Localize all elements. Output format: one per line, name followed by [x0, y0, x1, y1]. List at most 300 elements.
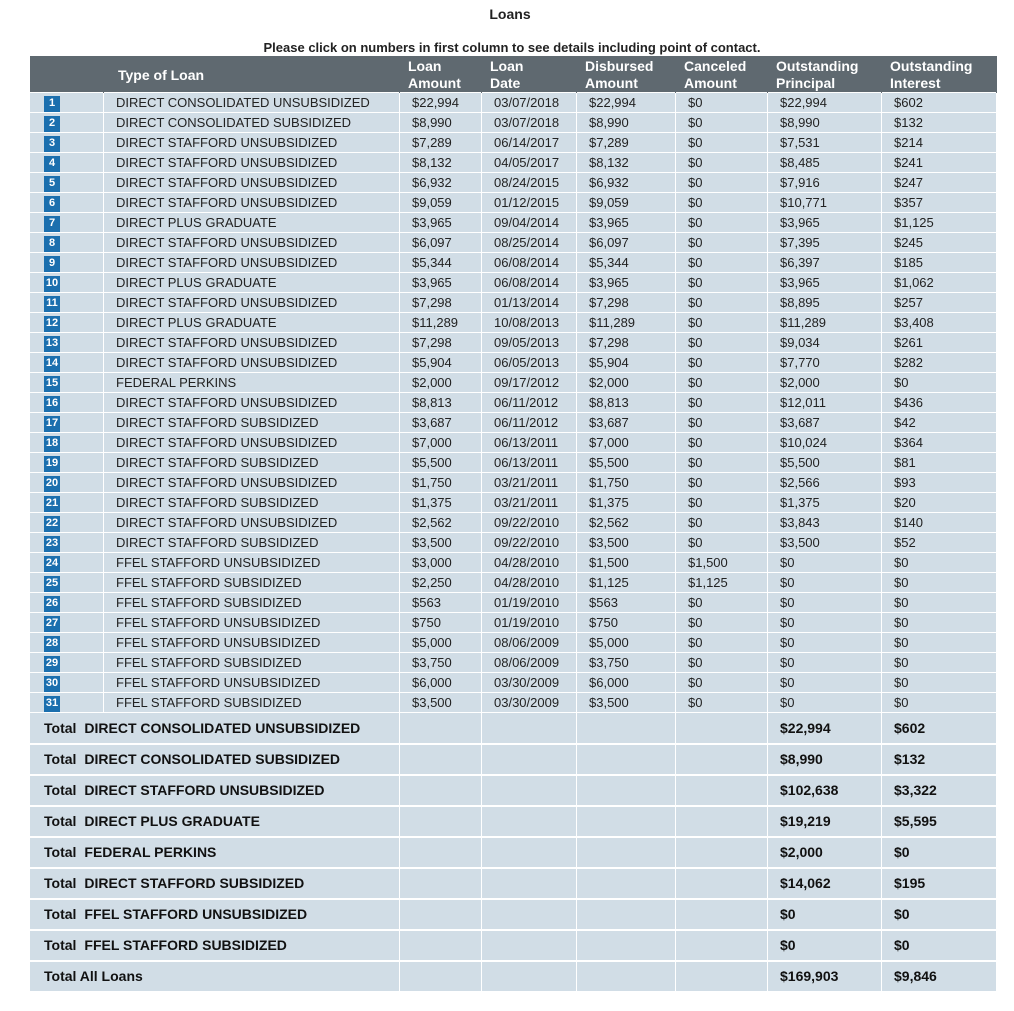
loan-amount: $8,813	[400, 393, 482, 413]
loan-detail-link[interactable]: 18	[44, 436, 60, 452]
disbursed-amount: $1,750	[577, 473, 676, 493]
loan-index-cell	[30, 673, 104, 693]
loan-detail-link[interactable]: 14	[44, 356, 60, 372]
outstanding-principal: $3,687	[768, 413, 882, 433]
outstanding-principal: $0	[768, 553, 882, 573]
loan-detail-link[interactable]: 3	[44, 136, 60, 152]
loan-date: 01/19/2010	[482, 613, 577, 633]
canceled-amount: $0	[676, 273, 768, 293]
outstanding-interest: $257	[882, 293, 997, 313]
total-principal: $14,062	[768, 868, 882, 899]
canceled-amount: $0	[676, 133, 768, 153]
loan-detail-link[interactable]: 11	[44, 296, 60, 312]
outstanding-interest: $42	[882, 413, 997, 433]
outstanding-interest: $0	[882, 593, 997, 613]
loan-date: 09/04/2014	[482, 213, 577, 233]
loan-date: 06/13/2011	[482, 453, 577, 473]
table-row	[30, 633, 997, 653]
loan-detail-link[interactable]: 9	[44, 256, 60, 272]
empty-cell	[676, 713, 768, 744]
empty-cell	[577, 930, 676, 961]
disbursed-amount: $3,687	[577, 413, 676, 433]
total-interest: $132	[882, 744, 997, 775]
table-row	[30, 253, 997, 273]
loan-type: DIRECT STAFFORD UNSUBSIDIZED	[104, 433, 400, 453]
disbursed-amount: $3,500	[577, 533, 676, 553]
canceled-amount: $1,500	[676, 553, 768, 573]
outstanding-principal: $8,895	[768, 293, 882, 313]
outstanding-principal: $3,965	[768, 273, 882, 293]
loan-detail-link[interactable]: 24	[44, 556, 60, 572]
outstanding-interest: $140	[882, 513, 997, 533]
empty-cell	[400, 806, 482, 837]
loan-date: 09/22/2010	[482, 533, 577, 553]
loan-detail-link[interactable]: 2	[44, 116, 60, 132]
loan-type: DIRECT CONSOLIDATED UNSUBSIDIZED	[104, 93, 400, 113]
total-keyword: Total	[44, 906, 77, 922]
total-row	[30, 806, 997, 837]
empty-cell	[577, 806, 676, 837]
outstanding-interest: $357	[882, 193, 997, 213]
total-rows	[30, 713, 997, 992]
outstanding-principal: $7,531	[768, 133, 882, 153]
table-row	[30, 493, 997, 513]
header-disbursed-amount: Disbursed Amount	[577, 56, 676, 93]
disbursed-amount: $5,500	[577, 453, 676, 473]
loan-type: FFEL STAFFORD UNSUBSIDIZED	[104, 613, 400, 633]
total-principal: $19,219	[768, 806, 882, 837]
disbursed-amount: $6,097	[577, 233, 676, 253]
outstanding-interest: $214	[882, 133, 997, 153]
outstanding-interest: $185	[882, 253, 997, 273]
loan-detail-link[interactable]: 17	[44, 416, 60, 432]
total-label	[30, 868, 400, 899]
canceled-amount: $0	[676, 673, 768, 693]
disbursed-amount: $1,500	[577, 553, 676, 573]
outstanding-principal: $10,024	[768, 433, 882, 453]
loan-index-cell	[30, 293, 104, 313]
empty-cell	[400, 837, 482, 868]
total-keyword: Total	[44, 875, 77, 891]
total-loan-type: DIRECT CONSOLIDATED SUBSIDIZED	[84, 751, 341, 767]
outstanding-interest: $0	[882, 653, 997, 673]
loan-detail-link[interactable]: 10	[44, 276, 60, 292]
loan-date: 06/13/2011	[482, 433, 577, 453]
outstanding-principal: $0	[768, 673, 882, 693]
loan-index-cell	[30, 373, 104, 393]
disbursed-amount: $7,289	[577, 133, 676, 153]
loan-date: 08/24/2015	[482, 173, 577, 193]
table-row	[30, 113, 997, 133]
loan-type: DIRECT STAFFORD SUBSIDIZED	[104, 453, 400, 473]
loan-date: 04/28/2010	[482, 553, 577, 573]
loan-date: 04/28/2010	[482, 573, 577, 593]
canceled-amount: $0	[676, 193, 768, 213]
canceled-amount: $0	[676, 353, 768, 373]
disbursed-amount: $5,344	[577, 253, 676, 273]
loan-index-cell	[30, 273, 104, 293]
loan-index-cell	[30, 553, 104, 573]
header-canceled-amount: Canceled Amount	[676, 56, 768, 93]
total-row	[30, 899, 997, 930]
table-row	[30, 353, 997, 373]
table-row	[30, 473, 997, 493]
total-keyword: Total	[44, 937, 77, 953]
canceled-amount: $0	[676, 313, 768, 333]
loan-type: DIRECT STAFFORD UNSUBSIDIZED	[104, 393, 400, 413]
loan-detail-link[interactable]: 4	[44, 156, 60, 172]
outstanding-principal: $2,000	[768, 373, 882, 393]
empty-cell	[482, 806, 577, 837]
outstanding-interest: $1,062	[882, 273, 997, 293]
loan-index-cell	[30, 433, 104, 453]
empty-cell	[676, 961, 768, 992]
loan-detail-link[interactable]: 5	[44, 176, 60, 192]
total-principal: $2,000	[768, 837, 882, 868]
loan-index-cell	[30, 693, 104, 713]
total-loan-type: DIRECT STAFFORD UNSUBSIDIZED	[84, 782, 325, 798]
instructions-text: Please click on numbers in first column to see details including point of contact.	[263, 40, 761, 55]
empty-cell	[577, 868, 676, 899]
loan-amount: $6,097	[400, 233, 482, 253]
empty-cell	[577, 713, 676, 744]
outstanding-interest: $261	[882, 333, 997, 353]
canceled-amount: $0	[676, 93, 768, 113]
table-row	[30, 673, 997, 693]
loan-detail-link[interactable]: 16	[44, 396, 60, 412]
outstanding-principal: $3,965	[768, 213, 882, 233]
header-outstanding-principal: Outstanding Principal	[768, 56, 882, 93]
loan-amount: $1,375	[400, 493, 482, 513]
loan-index-cell	[30, 613, 104, 633]
header-outstanding-interest: Outstanding Interest	[882, 56, 997, 93]
outstanding-principal: $7,916	[768, 173, 882, 193]
disbursed-amount: $9,059	[577, 193, 676, 213]
loan-date: 09/22/2010	[482, 513, 577, 533]
loan-detail-link[interactable]: 23	[44, 536, 60, 552]
loan-index-cell	[30, 253, 104, 273]
loan-detail-link[interactable]: 31	[44, 696, 60, 712]
loan-amount: $11,289	[400, 313, 482, 333]
loan-type: DIRECT STAFFORD UNSUBSIDIZED	[104, 353, 400, 373]
loan-index-cell	[30, 193, 104, 213]
outstanding-principal: $3,843	[768, 513, 882, 533]
loan-detail-link[interactable]: 20	[44, 476, 60, 492]
empty-cell	[482, 744, 577, 775]
empty-cell	[400, 775, 482, 806]
outstanding-interest: $20	[882, 493, 997, 513]
loan-amount: $3,500	[400, 533, 482, 553]
outstanding-interest: $0	[882, 633, 997, 653]
loan-amount: $3,500	[400, 693, 482, 713]
canceled-amount: $0	[676, 453, 768, 473]
outstanding-interest: $241	[882, 153, 997, 173]
loan-amount: $1,750	[400, 473, 482, 493]
loans-table	[29, 56, 997, 993]
grand-total-row	[30, 961, 997, 992]
loan-detail-link[interactable]: 22	[44, 516, 60, 532]
loan-type: DIRECT STAFFORD UNSUBSIDIZED	[104, 253, 400, 273]
empty-cell	[482, 713, 577, 744]
canceled-amount: $0	[676, 373, 768, 393]
loan-date: 03/07/2018	[482, 93, 577, 113]
loan-detail-link[interactable]: 27	[44, 616, 60, 632]
loan-amount: $5,904	[400, 353, 482, 373]
loan-date: 10/08/2013	[482, 313, 577, 333]
table-row	[30, 313, 997, 333]
loan-amount: $563	[400, 593, 482, 613]
loan-amount: $8,990	[400, 113, 482, 133]
total-loan-type: FFEL STAFFORD SUBSIDIZED	[84, 937, 287, 953]
loan-date: 06/08/2014	[482, 253, 577, 273]
loan-detail-link[interactable]: 8	[44, 236, 60, 252]
loan-amount: $3,965	[400, 273, 482, 293]
loan-type: DIRECT STAFFORD UNSUBSIDIZED	[104, 233, 400, 253]
table-row	[30, 413, 997, 433]
header-loan-date: Loan Date	[482, 56, 577, 93]
loan-amount: $2,250	[400, 573, 482, 593]
loan-amount: $7,298	[400, 293, 482, 313]
loan-detail-link[interactable]: 30	[44, 676, 60, 692]
loan-type: FFEL STAFFORD UNSUBSIDIZED	[104, 673, 400, 693]
outstanding-interest: $0	[882, 373, 997, 393]
loan-date: 06/11/2012	[482, 413, 577, 433]
loan-index-cell	[30, 653, 104, 673]
table-row	[30, 293, 997, 313]
grand-total-principal: $169,903	[768, 961, 882, 992]
grand-total-label: Total All Loans	[30, 961, 400, 992]
outstanding-principal: $2,566	[768, 473, 882, 493]
loan-index-cell	[30, 133, 104, 153]
loan-type: DIRECT STAFFORD UNSUBSIDIZED	[104, 333, 400, 353]
loan-type: DIRECT STAFFORD SUBSIDIZED	[104, 493, 400, 513]
canceled-amount: $0	[676, 113, 768, 133]
outstanding-interest: $282	[882, 353, 997, 373]
loan-date: 08/06/2009	[482, 653, 577, 673]
loan-detail-link[interactable]: 21	[44, 496, 60, 512]
canceled-amount: $0	[676, 213, 768, 233]
loan-amount: $8,132	[400, 153, 482, 173]
header-loan-amount: Loan Amount	[400, 56, 482, 93]
loan-type: DIRECT STAFFORD UNSUBSIDIZED	[104, 153, 400, 173]
loan-date: 03/21/2011	[482, 493, 577, 513]
loan-detail-link[interactable]: 26	[44, 596, 60, 612]
canceled-amount: $0	[676, 413, 768, 433]
loan-detail-link[interactable]: 15	[44, 376, 60, 392]
loan-detail-link[interactable]: 25	[44, 576, 60, 592]
loan-amount: $3,687	[400, 413, 482, 433]
empty-cell	[400, 713, 482, 744]
empty-cell	[676, 868, 768, 899]
outstanding-principal: $0	[768, 653, 882, 673]
loan-amount: $750	[400, 613, 482, 633]
total-row	[30, 868, 997, 899]
header-index	[30, 56, 104, 93]
loan-date: 01/19/2010	[482, 593, 577, 613]
loan-index-cell	[30, 353, 104, 373]
total-label	[30, 806, 400, 837]
total-interest: $0	[882, 930, 997, 961]
outstanding-interest: $602	[882, 93, 997, 113]
loan-type: DIRECT STAFFORD UNSUBSIDIZED	[104, 473, 400, 493]
loan-date: 03/30/2009	[482, 673, 577, 693]
loan-index-cell	[30, 573, 104, 593]
disbursed-amount: $6,932	[577, 173, 676, 193]
loan-amount: $7,289	[400, 133, 482, 153]
loan-date: 01/12/2015	[482, 193, 577, 213]
outstanding-interest: $0	[882, 613, 997, 633]
loan-type: DIRECT STAFFORD UNSUBSIDIZED	[104, 513, 400, 533]
table-row	[30, 553, 997, 573]
outstanding-interest: $81	[882, 453, 997, 473]
table-row	[30, 333, 997, 353]
canceled-amount: $0	[676, 433, 768, 453]
total-principal: $8,990	[768, 744, 882, 775]
loan-index-cell	[30, 593, 104, 613]
loan-type: FEDERAL PERKINS	[104, 373, 400, 393]
loan-amount: $3,750	[400, 653, 482, 673]
canceled-amount: $0	[676, 473, 768, 493]
loan-index-cell	[30, 93, 104, 113]
loan-detail-link[interactable]: 7	[44, 216, 60, 232]
loan-index-cell	[30, 333, 104, 353]
disbursed-amount: $3,965	[577, 213, 676, 233]
loan-amount: $6,932	[400, 173, 482, 193]
empty-cell	[676, 775, 768, 806]
loan-detail-link[interactable]: 29	[44, 656, 60, 672]
table-row	[30, 533, 997, 553]
total-row	[30, 837, 997, 868]
total-loan-type: DIRECT STAFFORD SUBSIDIZED	[84, 875, 305, 891]
total-keyword: Total	[44, 751, 77, 767]
disbursed-amount: $2,562	[577, 513, 676, 533]
loan-index-cell	[30, 173, 104, 193]
empty-cell	[577, 744, 676, 775]
loan-amount: $9,059	[400, 193, 482, 213]
disbursed-amount: $8,813	[577, 393, 676, 413]
table-row	[30, 233, 997, 253]
empty-cell	[400, 899, 482, 930]
disbursed-amount: $3,965	[577, 273, 676, 293]
empty-cell	[577, 775, 676, 806]
outstanding-interest: $1,125	[882, 213, 997, 233]
disbursed-amount: $5,904	[577, 353, 676, 373]
table-row	[30, 133, 997, 153]
loan-amount: $5,344	[400, 253, 482, 273]
table-row	[30, 693, 997, 713]
grand-total-interest: $9,846	[882, 961, 997, 992]
loan-type: FFEL STAFFORD SUBSIDIZED	[104, 693, 400, 713]
empty-cell	[482, 868, 577, 899]
loan-type: FFEL STAFFORD SUBSIDIZED	[104, 573, 400, 593]
loan-index-cell	[30, 233, 104, 253]
total-row	[30, 744, 997, 775]
loan-amount: $7,000	[400, 433, 482, 453]
outstanding-principal: $0	[768, 613, 882, 633]
total-interest: $0	[882, 837, 997, 868]
empty-cell	[482, 775, 577, 806]
loan-amount: $5,000	[400, 633, 482, 653]
loan-amount: $6,000	[400, 673, 482, 693]
disbursed-amount: $5,000	[577, 633, 676, 653]
canceled-amount: $0	[676, 513, 768, 533]
loan-date: 04/05/2017	[482, 153, 577, 173]
loan-detail-link[interactable]: 13	[44, 336, 60, 352]
loan-amount: $5,500	[400, 453, 482, 473]
loan-type: FFEL STAFFORD SUBSIDIZED	[104, 593, 400, 613]
outstanding-interest: $93	[882, 473, 997, 493]
canceled-amount: $0	[676, 493, 768, 513]
loan-index-cell	[30, 533, 104, 553]
total-principal: $22,994	[768, 713, 882, 744]
table-row	[30, 373, 997, 393]
table-row	[30, 273, 997, 293]
total-row	[30, 775, 997, 806]
loan-index-cell	[30, 633, 104, 653]
loan-index-cell	[30, 413, 104, 433]
total-keyword: Total	[44, 719, 77, 736]
outstanding-principal: $9,034	[768, 333, 882, 353]
empty-cell	[676, 930, 768, 961]
empty-cell	[676, 744, 768, 775]
outstanding-principal: $7,770	[768, 353, 882, 373]
total-interest: $195	[882, 868, 997, 899]
loan-type: DIRECT STAFFORD SUBSIDIZED	[104, 533, 400, 553]
loan-date: 08/06/2009	[482, 633, 577, 653]
total-keyword: Total	[44, 844, 77, 860]
total-interest: $0	[882, 899, 997, 930]
loan-date: 03/07/2018	[482, 113, 577, 133]
canceled-amount: $0	[676, 653, 768, 673]
loan-index-cell	[30, 393, 104, 413]
loan-amount: $2,000	[400, 373, 482, 393]
canceled-amount: $0	[676, 693, 768, 713]
table-row	[30, 513, 997, 533]
loan-index-cell	[30, 313, 104, 333]
loan-detail-link[interactable]: 1	[44, 96, 60, 112]
disbursed-amount: $8,132	[577, 153, 676, 173]
loan-detail-link[interactable]: 28	[44, 636, 60, 652]
disbursed-amount: $11,289	[577, 313, 676, 333]
disbursed-amount: $3,500	[577, 693, 676, 713]
empty-cell	[482, 899, 577, 930]
loan-detail-link[interactable]: 12	[44, 316, 60, 332]
disbursed-amount: $3,750	[577, 653, 676, 673]
table-row	[30, 653, 997, 673]
loan-type: DIRECT STAFFORD UNSUBSIDIZED	[104, 133, 400, 153]
canceled-amount: $1,125	[676, 573, 768, 593]
loan-detail-link[interactable]: 19	[44, 456, 60, 472]
table-row	[30, 433, 997, 453]
loan-date: 03/21/2011	[482, 473, 577, 493]
total-loan-type: FFEL STAFFORD UNSUBSIDIZED	[84, 906, 308, 922]
loan-date: 06/05/2013	[482, 353, 577, 373]
table-row	[30, 573, 997, 593]
loan-type: FFEL STAFFORD SUBSIDIZED	[104, 653, 400, 673]
outstanding-principal: $5,500	[768, 453, 882, 473]
table-row	[30, 593, 997, 613]
outstanding-interest: $247	[882, 173, 997, 193]
table-row	[30, 193, 997, 213]
table-row	[30, 93, 997, 113]
disbursed-amount: $563	[577, 593, 676, 613]
loan-detail-link[interactable]: 6	[44, 196, 60, 212]
loan-date: 09/05/2013	[482, 333, 577, 353]
loan-amount: $3,965	[400, 213, 482, 233]
loan-date: 09/17/2012	[482, 373, 577, 393]
outstanding-interest: $245	[882, 233, 997, 253]
empty-cell	[400, 961, 482, 992]
